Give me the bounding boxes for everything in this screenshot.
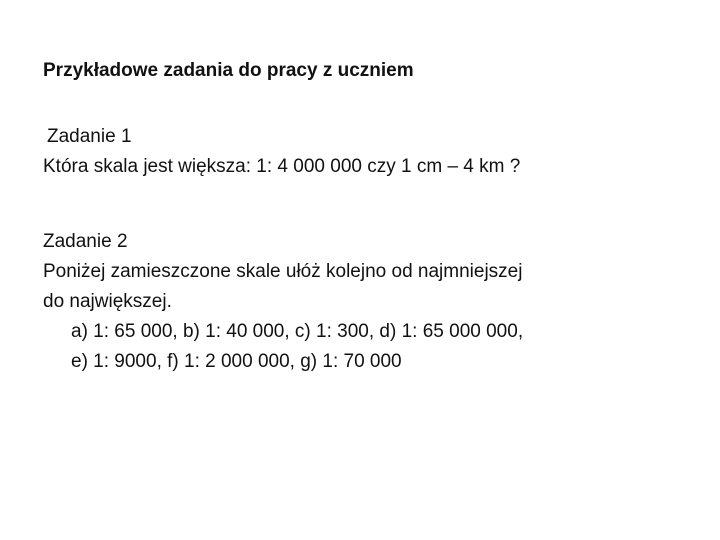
task-1-question: Która skala jest większa: 1: 4 000 000 czy 1 cm – 4 km ?	[43, 156, 521, 177]
task-1	[43, 122, 520, 182]
task-2-scales-line-1: a) 1: 65 000, b) 1: 40 000, c) 1: 300, d) 1: 65 000 000,	[71, 321, 524, 342]
slide-title: Przykładowe zadania do pracy z uczniem	[43, 60, 414, 81]
task-2	[43, 227, 523, 377]
task-1-heading: Zadanie 1	[47, 126, 132, 147]
task-2-heading: Zadanie 2	[43, 231, 128, 252]
task-2-instruction-line-2: do największej.	[43, 291, 172, 312]
task-2-scales-line-2: e) 1: 9000, f) 1: 2 000 000, g) 1: 70 000	[71, 351, 402, 372]
task-2-instruction-line-1: Poniżej zamieszczone skale ułóż kolejno od najmniejszej	[43, 261, 523, 282]
